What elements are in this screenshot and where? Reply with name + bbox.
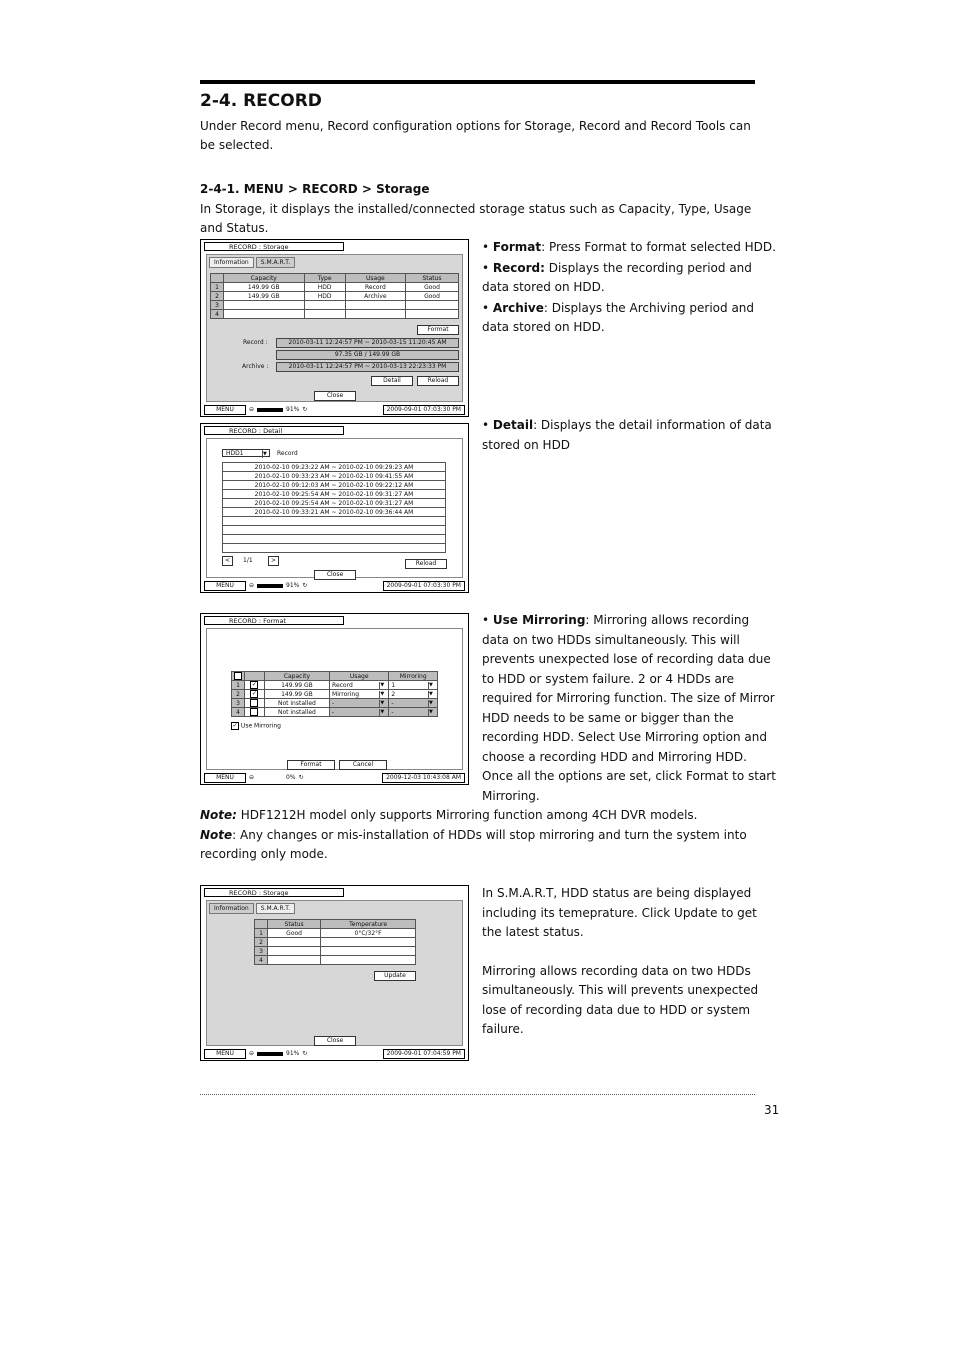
- reload-button[interactable]: Reload: [405, 559, 447, 569]
- storage-panel: [206, 254, 463, 402]
- format-button[interactable]: Format: [287, 760, 335, 770]
- hdd-percent: 91%: [286, 1050, 300, 1057]
- table-row: 1 149.99 GB HDD Record Good: [211, 283, 459, 292]
- use-mirroring-checkbox[interactable]: ✓ Use Mirroring: [232, 722, 281, 730]
- prev-page-button[interactable]: <: [222, 556, 233, 566]
- hdd-usage-bar: [257, 584, 283, 588]
- format-button[interactable]: Format: [417, 325, 459, 335]
- smart-paragraph-2: Mirroring allows recording data on two HDDs simultaneously. This will prevents unexpected lose of recording data due to HDD or system failure.: [482, 963, 759, 1036]
- section-title: 2-4. RECORD: [200, 91, 322, 111]
- tab-smart[interactable]: S.M.A.R.T.: [256, 903, 295, 914]
- window-title: RECORD : Storage: [204, 888, 344, 897]
- hdd-icon: ⊖: [249, 406, 255, 413]
- list-item: [223, 544, 446, 553]
- list-item: [223, 517, 446, 526]
- table-row: 2 149.99 GB HDD Archive Good: [211, 292, 459, 301]
- hdd-icon: ⊖: [249, 1050, 255, 1057]
- clock: 2009-09-01 07:03:30 PM: [383, 405, 465, 415]
- format-panel: [206, 628, 463, 770]
- hdd-usage-bar: [257, 1052, 283, 1056]
- note-1: Note: HDF1212H model only supports Mirroring function among 4CH DVR models.: [200, 808, 698, 822]
- storage-description: • Format: Press Format to format selected HDD. • Record: Displays the recording period and data stored on HDD. • Archive: Displays the Archiving period and data stored on HDD.: [482, 240, 776, 334]
- smart-panel: [206, 900, 463, 1046]
- refresh-icon: ↻: [298, 774, 304, 781]
- status-bar: [204, 773, 465, 782]
- storage-table: Capacity Type Usage Status 1 149.99 GB HDD Record Good 2 149.99 GB HDD Archive Good 3 4: [210, 273, 459, 319]
- close-button[interactable]: Close: [314, 1036, 356, 1046]
- hdd-select[interactable]: HDD1 ▼: [222, 449, 270, 457]
- refresh-icon: ↻: [302, 1050, 308, 1057]
- page-number: 31: [764, 1103, 780, 1117]
- refresh-icon: ↻: [302, 582, 308, 589]
- mirroring-description: • Use Mirroring: Mirroring allows recording data on two HDDs simultaneously. This will prevents unexpected lose of recording data due to HDD or system failure. 2 or 4 HDDs are required for Mirroring function. The size of Mirror HDD needs to be same or bigger than the recording HDD. Select Use Mirroring option and choose a recording HDD and Mirroring HDD. Once all the options are set, click Format to start Mirroring.: [482, 613, 776, 803]
- detail-description: • Detail: Displays the detail information of data stored on HDD: [482, 418, 772, 452]
- menu-button[interactable]: MENU: [204, 773, 246, 783]
- hdd-percent: 0%: [286, 774, 296, 781]
- menu-button[interactable]: MENU: [204, 581, 246, 591]
- smart-screenshot: [200, 885, 469, 1061]
- update-button[interactable]: Update: [374, 971, 416, 981]
- subsection-intro: In Storage, it displays the installed/connected storage status such as Capacity, Type, Usage and Status.: [200, 202, 752, 235]
- list-item: 2010-02-10 09:25:54 AM ~ 2010-02-10 09:31:27 AM: [223, 490, 446, 499]
- reload-button[interactable]: Reload: [417, 376, 459, 386]
- list-item: 2010-02-10 09:25:54 AM ~ 2010-02-10 09:31:27 AM: [223, 499, 446, 508]
- format-screenshot: [200, 613, 469, 785]
- table-row: 3 Not installed - ▼ - ▼: [232, 699, 438, 708]
- status-bar: [204, 1049, 465, 1058]
- table-row: 1 Good 0°C/32°F: [255, 929, 416, 938]
- footer-rule: [200, 1094, 755, 1095]
- list-item: [223, 535, 446, 544]
- refresh-icon: ↻: [302, 406, 308, 413]
- row-checkbox[interactable]: ✓: [251, 690, 257, 697]
- clock: 2009-09-01 07:03:30 PM: [383, 581, 465, 591]
- table-row: 4: [255, 956, 416, 965]
- status-bar: [204, 581, 465, 590]
- close-button[interactable]: Close: [314, 570, 356, 580]
- window-title: RECORD : Format: [204, 616, 344, 625]
- smart-paragraph-1: In S.M.A.R.T, HDD status are being displayed including its temeprature. Click Update to get the latest status.: [482, 886, 757, 939]
- note-2: Note: Any changes or mis-installation of HDDs will stop mirroring and turn the system into recording only mode.: [200, 828, 747, 861]
- table-row: 3: [255, 947, 416, 956]
- hdd-icon: ⊖: [249, 774, 255, 781]
- record-label: Record: [277, 450, 298, 457]
- record-label: Record :: [243, 339, 268, 346]
- storage-screenshot: [200, 239, 469, 417]
- page-indicator: 1/1: [243, 557, 253, 564]
- tab-smart[interactable]: S.M.A.R.T.: [256, 257, 295, 268]
- record-list: [222, 462, 446, 553]
- table-row: 4: [211, 310, 459, 319]
- detail-screenshot: [200, 423, 469, 593]
- row-checkbox[interactable]: [250, 708, 258, 716]
- table-row: 4 Not installed - ▼ - ▼: [232, 708, 438, 717]
- format-table: Capacity Usage Mirroring 1 ✓ 149.99 GB Record ▼ 1 ▼ 2 ✓ 149.99 GB Mirroring ▼ 2 ▼ 3 Not installed - ▼ - ▼ 4 Not installed - ▼ - ▼: [231, 671, 438, 717]
- detail-panel: [206, 438, 463, 578]
- table-row: 1 ✓ 149.99 GB Record ▼ 1 ▼: [232, 681, 438, 690]
- list-item: 2010-02-10 09:23:22 AM ~ 2010-02-10 09:29:23 AM: [223, 463, 446, 472]
- list-item: 2010-02-10 09:33:23 AM ~ 2010-02-10 09:41:55 AM: [223, 472, 446, 481]
- hdd-usage-bar: [257, 408, 283, 412]
- tab-information[interactable]: Information: [209, 903, 254, 914]
- list-item: 2010-02-10 09:12:03 AM ~ 2010-02-10 09:22:12 AM: [223, 481, 446, 490]
- hdd-percent: 91%: [286, 406, 300, 413]
- close-button[interactable]: Close: [314, 391, 356, 401]
- next-page-button[interactable]: >: [268, 556, 279, 566]
- tab-information[interactable]: Information: [209, 257, 254, 268]
- header-rule: [200, 80, 755, 84]
- window-title: RECORD : Storage: [204, 242, 344, 251]
- table-row: 2 ✓ 149.99 GB Mirroring ▼ 2 ▼: [232, 690, 438, 699]
- clock: 2009-12-03 10:43:08 AM: [382, 773, 465, 783]
- smart-description: [482, 884, 777, 1040]
- detail-button[interactable]: Detail: [371, 376, 413, 386]
- archive-range: 2010-03-11 12:24:57 PM ~ 2010-03-13 22:23:33 PM: [276, 362, 459, 372]
- hdd-icon: ⊖: [249, 582, 255, 589]
- subsection-title: 2-4-1. MENU > RECORD > Storage: [200, 182, 430, 196]
- menu-button[interactable]: MENU: [204, 405, 246, 415]
- section-intro: Under Record menu, Record configuration options for Storage, Record and Record Tools can be selected.: [200, 119, 751, 152]
- list-item: [223, 526, 446, 535]
- row-checkbox[interactable]: [250, 699, 258, 707]
- row-checkbox[interactable]: ✓: [251, 681, 257, 688]
- menu-button[interactable]: MENU: [204, 1049, 246, 1059]
- table-row: 3: [211, 301, 459, 310]
- cancel-button[interactable]: Cancel: [339, 760, 387, 770]
- archive-label: Archive :: [242, 363, 269, 370]
- record-size: 97.35 GB / 149.99 GB: [276, 350, 459, 360]
- clock: 2009-09-01 07:04:59 PM: [383, 1049, 465, 1059]
- table-row: 2: [255, 938, 416, 947]
- window-title: RECORD : Detail: [204, 426, 344, 435]
- list-item: 2010-02-10 09:33:21 AM ~ 2010-02-10 09:36:44 AM: [223, 508, 446, 517]
- smart-table: Status Temperature 1 Good 0°C/32°F 2 3 4: [254, 919, 416, 965]
- status-bar: [204, 405, 465, 414]
- hdd-percent: 91%: [286, 582, 300, 589]
- chevron-down-icon: ▼: [262, 450, 269, 458]
- record-range: 2010-03-11 12:24:57 PM ~ 2010-03-15 11:20:45 AM: [276, 338, 459, 348]
